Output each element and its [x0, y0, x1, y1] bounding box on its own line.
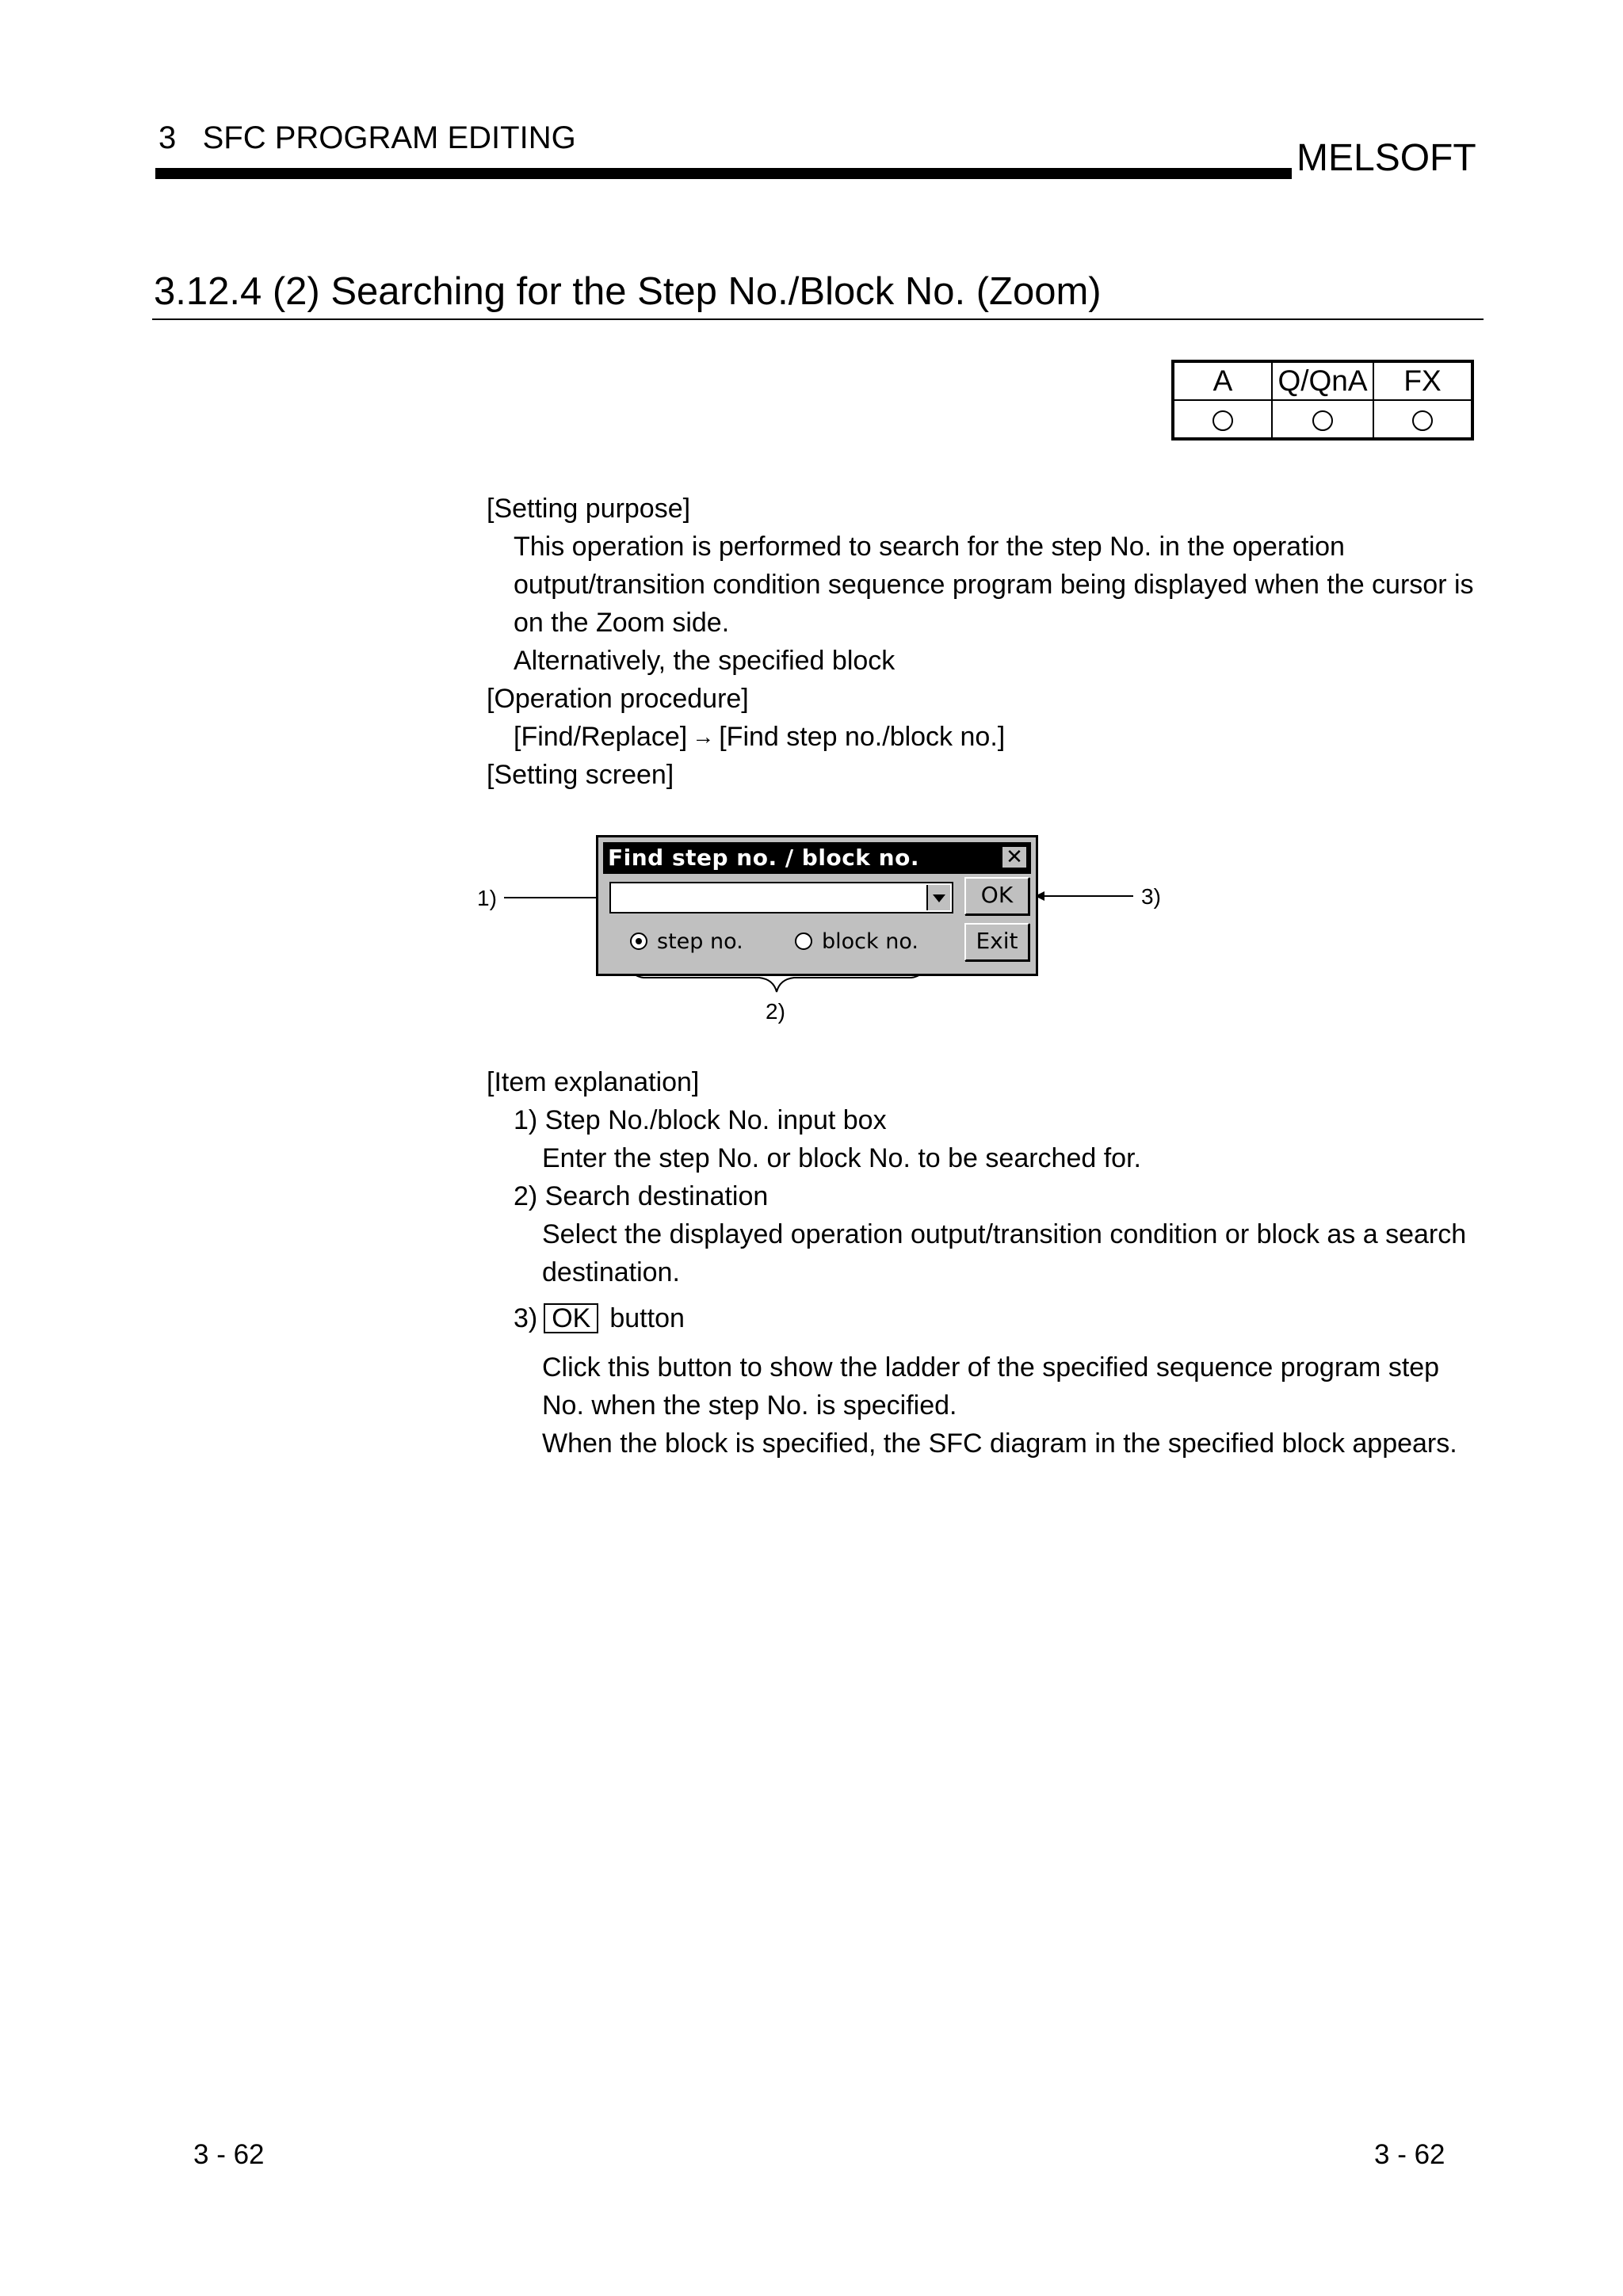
page-number-left: 3 - 62 [193, 2139, 265, 2170]
step-block-no-input[interactable] [609, 882, 953, 913]
radio-step-label: step no. [657, 929, 743, 954]
item-explanation-heading: [Item explanation] [487, 1067, 700, 1097]
item2-description-line: Select the displayed operation output/transition condition or block as a search [542, 1219, 1467, 1249]
chapter-heading: 3 SFC PROGRAM EDITING [158, 120, 576, 155]
item3-description-line: When the block is specified, the SFC diagram in the specified block appears. [542, 1428, 1457, 1459]
menu-find-step-block: [Find step no./block no.] [719, 722, 1006, 752]
item3-description-line: Click this button to show the ladder of the specified sequence program step [542, 1352, 1440, 1383]
page-number-right: 3 - 62 [1374, 2139, 1445, 2170]
callout-label-3: 3) [1141, 884, 1161, 909]
callout-label-2: 2) [766, 999, 785, 1024]
item3-title [514, 1299, 685, 1337]
ok-key-label: OK [544, 1303, 598, 1333]
callout-label-1: 1) [477, 886, 497, 910]
find-dialog [596, 835, 1038, 976]
close-icon[interactable]: ✕ [1001, 845, 1028, 869]
arrow-right-icon: → [692, 724, 715, 749]
item1-title: 1) Step No./block No. input box [514, 1105, 887, 1135]
dropdown-button[interactable] [926, 885, 950, 910]
radio-unselected-icon[interactable] [795, 933, 812, 950]
setting-purpose-heading: [Setting purpose] [487, 494, 691, 524]
chevron-down-icon [933, 894, 945, 902]
compat-header-fx: FX [1373, 361, 1472, 400]
setting-purpose-line: Alternatively, the specified block [514, 646, 896, 676]
item2-title: 2) Search destination [514, 1181, 769, 1211]
item1-description: Enter the step No. or block No. to be searched for. [542, 1143, 1141, 1173]
compat-header-a: A [1173, 361, 1272, 400]
setting-purpose-line: output/transition condition sequence program being displayed when the cursor is [514, 570, 1474, 600]
item3-description-line: No. when the step No. is specified. [542, 1390, 957, 1421]
setting-purpose-line: on the Zoom side. [514, 608, 730, 638]
item3-number: 3) [514, 1303, 538, 1333]
section-title: 3.12.4 (2) Searching for the Step No./Block No. (Zoom) [154, 270, 1102, 313]
dialog-titlebar[interactable] [603, 842, 1031, 874]
radio-block-no[interactable] [795, 926, 918, 958]
menu-find-replace: [Find/Replace] [514, 722, 688, 752]
setting-purpose-line: This operation is performed to search for the step No. in the operation [514, 532, 1345, 562]
ok-button[interactable]: OK [964, 877, 1029, 915]
item2-description-line: destination. [542, 1257, 680, 1287]
operation-procedure-heading: [Operation procedure] [487, 684, 749, 714]
radio-selected-icon[interactable] [630, 933, 647, 950]
item3-suffix: button [609, 1303, 685, 1333]
brand-name: MELSOFT [1296, 137, 1476, 179]
exit-button[interactable]: Exit [964, 923, 1029, 961]
radio-block-label: block no. [822, 929, 918, 954]
dialog-title: Find step no. / block no. [608, 845, 919, 871]
compat-header-qqna: Q/QnA [1272, 361, 1373, 400]
setting-screen-heading: [Setting screen] [487, 760, 674, 790]
radio-step-no[interactable] [630, 926, 743, 958]
